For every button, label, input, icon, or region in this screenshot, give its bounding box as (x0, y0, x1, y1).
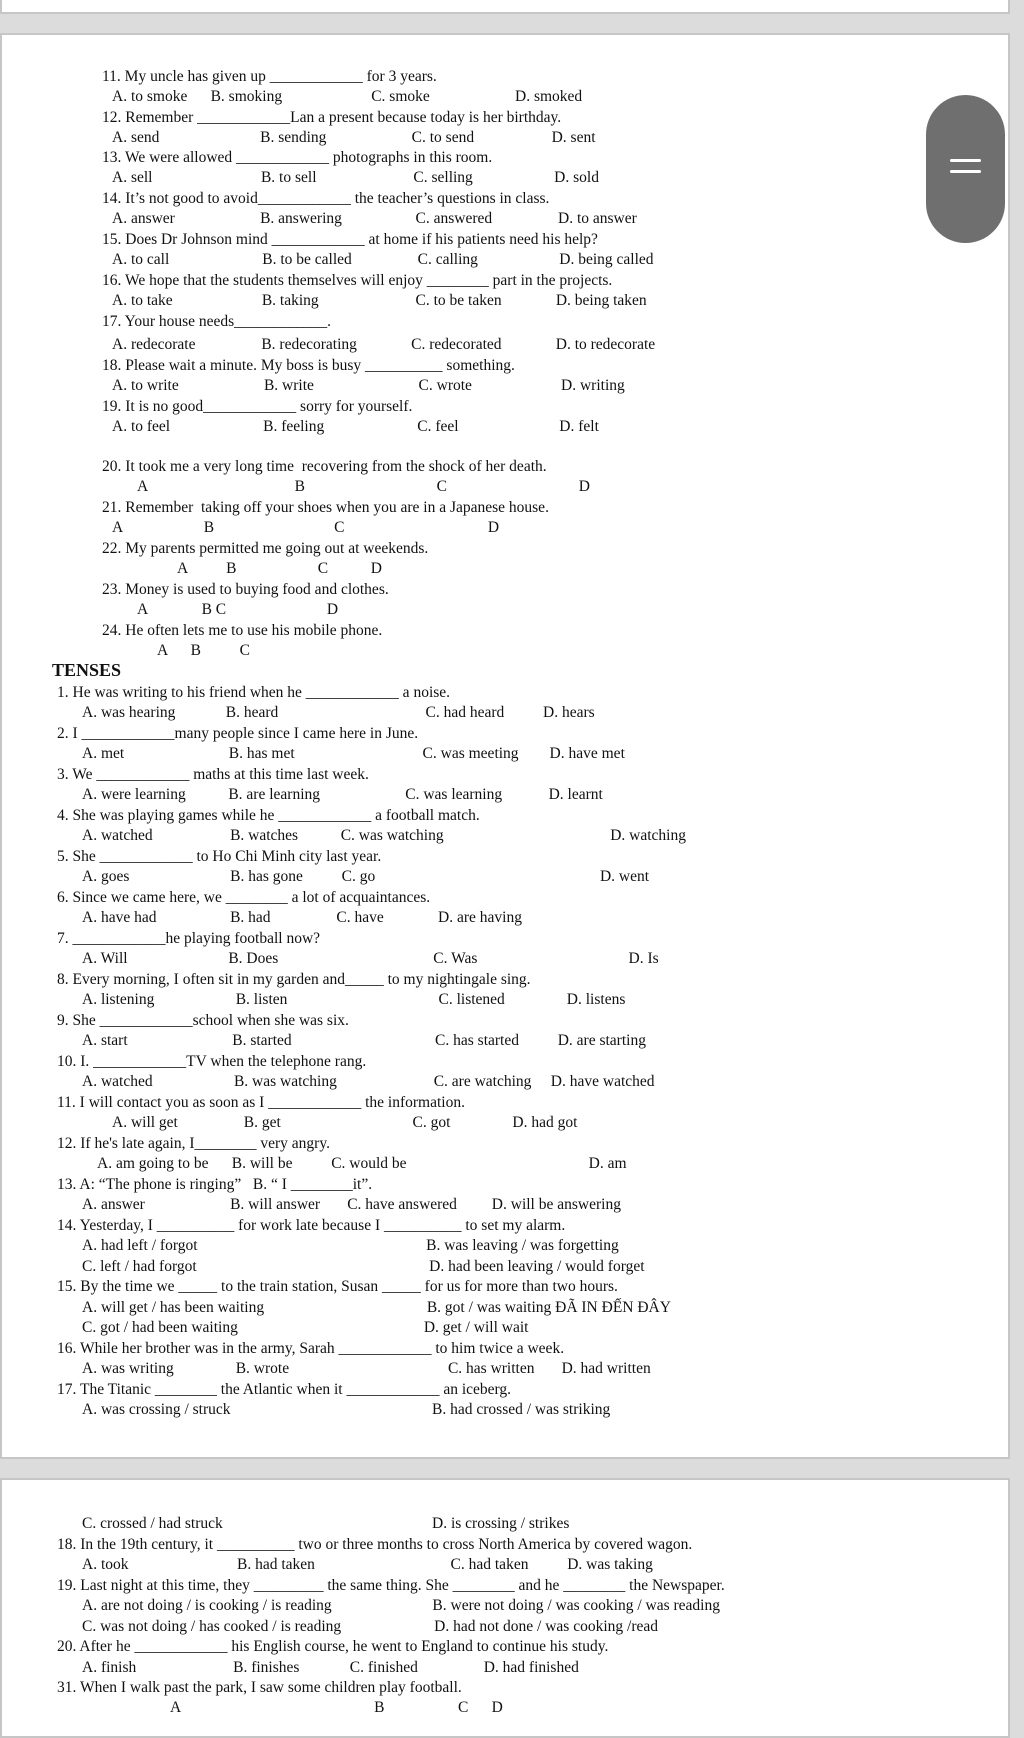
text-line: 15. By the time we _____ to the train station, Susan _____ for us for more than two hours. (57, 1278, 618, 1295)
text-line: 22. My parents permitted me going out at weekends. (102, 540, 429, 557)
text-line: A. send B. sending C. to send D. sent (112, 129, 596, 146)
text-line: 19. It is no good____________ sorry for yourself. (102, 398, 413, 415)
text-line: 6. Since we came here, we ________ a lot of acquaintances. (57, 889, 431, 906)
text-line: 20. After he ____________ his English course, he went to England to continue his study. (57, 1638, 609, 1655)
text-line: C. got / had been waiting D. get / will wait (82, 1319, 529, 1336)
worksheet-page-1 (0, 33, 1010, 1459)
text-line: 9. She ____________school when she was six. (57, 1012, 349, 1029)
text-line: 15. Does Dr Johnson mind ____________ at home if his patients need his help? (102, 231, 598, 248)
text-line: A. was crossing / struck B. had crossed / was striking (82, 1401, 611, 1418)
menu-button[interactable] (926, 95, 1005, 243)
text-line: A. answer B. will answer C. have answered D. will be answering (82, 1196, 621, 1213)
text-line: 17. The Titanic ________ the Atlantic when it ____________ an iceberg. (57, 1381, 512, 1398)
text-line: C. crossed / had struck D. is crossing / strikes (82, 1515, 570, 1532)
text-line: A B C D (137, 601, 339, 618)
text-line: A. Will B. Does C. Was D. Is (82, 950, 659, 967)
text-line: 17. Your house needs____________. (102, 313, 332, 330)
text-line: 14. It’s not good to avoid____________ the teacher’s questions in class. (102, 190, 550, 207)
text-line: 10. I. ____________TV when the telephone rang. (57, 1053, 367, 1070)
text-line: A. watched B. watches C. was watching D. watching (82, 827, 686, 844)
text-line: 13. A: “The phone is ringing” B. “ I ________it”. (57, 1176, 373, 1193)
text-line: C. was not doing / has cooked / is reading D. had not done / was cooking /read (82, 1618, 658, 1635)
text-line: 12. Remember ____________Lan a present because today is her birthday. (102, 109, 562, 126)
text-line: 12. If he's late again, I________ very angry. (57, 1135, 330, 1152)
text-line: A. to feel B. feeling C. feel D. felt (112, 418, 599, 435)
text-line: 11. My uncle has given up ____________ for 3 years. (102, 68, 437, 85)
text-line: A B C D (137, 478, 590, 495)
text-line: A. took B. had taken C. had taken D. was taking (82, 1556, 653, 1573)
menu-icon-bar (950, 170, 981, 173)
text-line: C. left / had forgot D. had been leaving / would forget (82, 1258, 645, 1275)
text-line: A. finish B. finishes C. finished D. had finished (82, 1659, 579, 1676)
text-line: 5. She ____________ to Ho Chi Minh city last year. (57, 848, 382, 865)
text-line: 31. When I walk past the park, I saw some children play football. (57, 1679, 462, 1696)
text-line: 4. She was playing games while he ____________ a football match. (57, 807, 480, 824)
text-line: A. will get / has been waiting B. got / was waiting ĐÃ IN ĐẾN ĐÂY (82, 1299, 671, 1316)
text-line: A. were learning B. are learning C. was learning D. learnt (82, 786, 603, 803)
text-line: 21. Remember taking off your shoes when you are in a Japanese house. (102, 499, 549, 516)
text-line: 2. I ____________many people since I came here in June. (57, 725, 419, 742)
text-line: A B C D (170, 1699, 503, 1716)
text-line: 18. Please wait a minute. My boss is busy __________ something. (102, 357, 515, 374)
text-line: A. to take B. taking C. to be taken D. being taken (112, 292, 647, 309)
text-line: A. am going to be B. will be C. would be D. am (97, 1155, 627, 1172)
text-line: A. to write B. write C. wrote D. writing (112, 377, 625, 394)
text-line: 11. I will contact you as soon as I ____________ the information. (57, 1094, 465, 1111)
text-line: 20. It took me a very long time recovering from the shock of her death. (102, 458, 547, 475)
text-line: 16. We hope that the students themselves will enjoy ________ part in the projects. (102, 272, 613, 289)
text-line: A. will get B. get C. got D. had got (112, 1114, 578, 1131)
text-line: 14. Yesterday, I __________ for work late because I __________ to set my alarm. (57, 1217, 566, 1234)
text-line: A. to call B. to be called C. calling D. being called (112, 251, 654, 268)
worksheet-page-2 (0, 1478, 1010, 1738)
text-line: A. was writing B. wrote C. has written D. had written (82, 1360, 651, 1377)
text-line: 8. Every morning, I often sit in my garden and_____ to my nightingale sing. (57, 971, 531, 988)
text-line: 23. Money is used to buying food and clothes. (102, 581, 389, 598)
text-line: A. had left / forgot B. was leaving / was forgetting (82, 1237, 619, 1254)
previous-page-edge (0, 0, 1010, 14)
text-line: 19. Last night at this time, they _________ the same thing. She ________ and he ________ the Newspaper. (57, 1577, 725, 1594)
text-line: A. answer B. answering C. answered D. to answer (112, 210, 637, 227)
text-line: A. watched B. was watching C. are watching D. have watched (82, 1073, 655, 1090)
text-line: A. redecorate B. redecorating C. redecorated D. to redecorate (112, 336, 656, 353)
text-line: A. was hearing B. heard C. had heard D. hears (82, 704, 595, 721)
text-line: A. to smoke B. smoking C. smoke D. smoked (112, 88, 583, 105)
text-line: A. met B. has met C. was meeting D. have met (82, 745, 625, 762)
text-line: 16. While her brother was in the army, Sarah ____________ to him twice a week. (57, 1340, 565, 1357)
text-line: A. goes B. has gone C. go D. went (82, 868, 650, 885)
text-line: 3. We ____________ maths at this time last week. (57, 766, 369, 783)
text-line: A. are not doing / is cooking / is reading B. were not doing / was cooking / was reading (82, 1597, 720, 1614)
section-heading: TENSES (52, 660, 122, 680)
text-line: A B C (157, 642, 251, 659)
menu-icon (950, 159, 981, 162)
text-line: A. listening B. listen C. listened D. listens (82, 991, 626, 1008)
text-line: 18. In the 19th century, it __________ two or three months to cross North America by covered wagon. (57, 1536, 693, 1553)
text-line: A. have had B. had C. have D. are having (82, 909, 522, 926)
text-line: 1. He was writing to his friend when he ____________ a noise. (57, 684, 451, 701)
text-line: A B C D (177, 560, 382, 577)
text-line: A. sell B. to sell C. selling D. sold (112, 169, 599, 186)
text-line: 24. He often lets me to use his mobile phone. (102, 622, 383, 639)
text-line: 7. ____________he playing football now? (57, 930, 321, 947)
text-line: 13. We were allowed ____________ photographs in this room. (102, 149, 493, 166)
text-line: A. start B. started C. has started D. are starting (82, 1032, 646, 1049)
text-line: A B C D (112, 519, 500, 536)
